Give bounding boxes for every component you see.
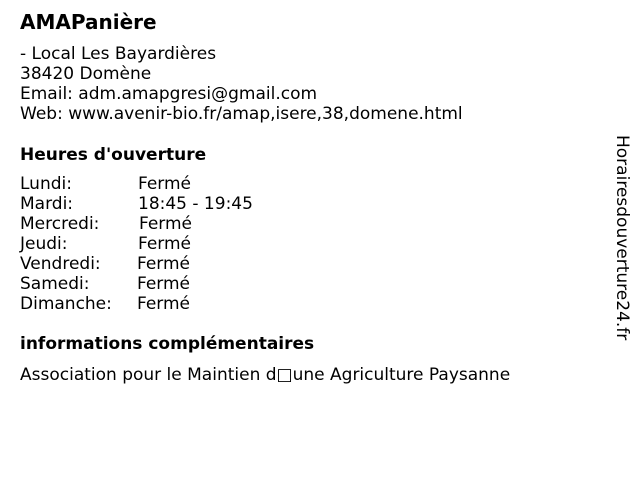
page-title: AMAPanière bbox=[20, 10, 157, 34]
hours-value: 18:45 - 19:45 bbox=[138, 194, 253, 214]
day-label: Jeudi: bbox=[20, 234, 68, 254]
web-text: Web: www.avenir-bio.fr/amap,isere,38,domene.html bbox=[20, 104, 463, 124]
email-text: Email: adm.amapgresi@gmail.com bbox=[20, 84, 318, 104]
additional-info-heading: informations complémentaires bbox=[20, 334, 315, 354]
hours-value: Fermé bbox=[137, 294, 191, 314]
opening-hours-heading: Heures d'ouverture bbox=[20, 145, 207, 165]
postal-city: 38420 Domène bbox=[20, 64, 152, 84]
hours-value: Fermé bbox=[139, 214, 193, 234]
hours-value: Fermé bbox=[138, 234, 192, 254]
day-label: Vendredi: bbox=[20, 254, 101, 274]
day-label: Lundi: bbox=[20, 174, 72, 194]
additional-info-text: Association pour le Maintien d□une Agriculture Paysanne bbox=[20, 365, 511, 385]
address-line: - Local Les Bayardières bbox=[20, 44, 217, 64]
hours-value: Fermé bbox=[138, 174, 192, 194]
day-label: Samedi: bbox=[20, 274, 90, 294]
day-label: Dimanche: bbox=[20, 294, 112, 314]
site-watermark: Horairesdouverture24.fr bbox=[612, 135, 632, 341]
hours-value: Fermé bbox=[137, 254, 191, 274]
hours-value: Fermé bbox=[137, 274, 191, 294]
day-label: Mardi: bbox=[20, 194, 74, 214]
day-label: Mercredi: bbox=[20, 214, 100, 234]
